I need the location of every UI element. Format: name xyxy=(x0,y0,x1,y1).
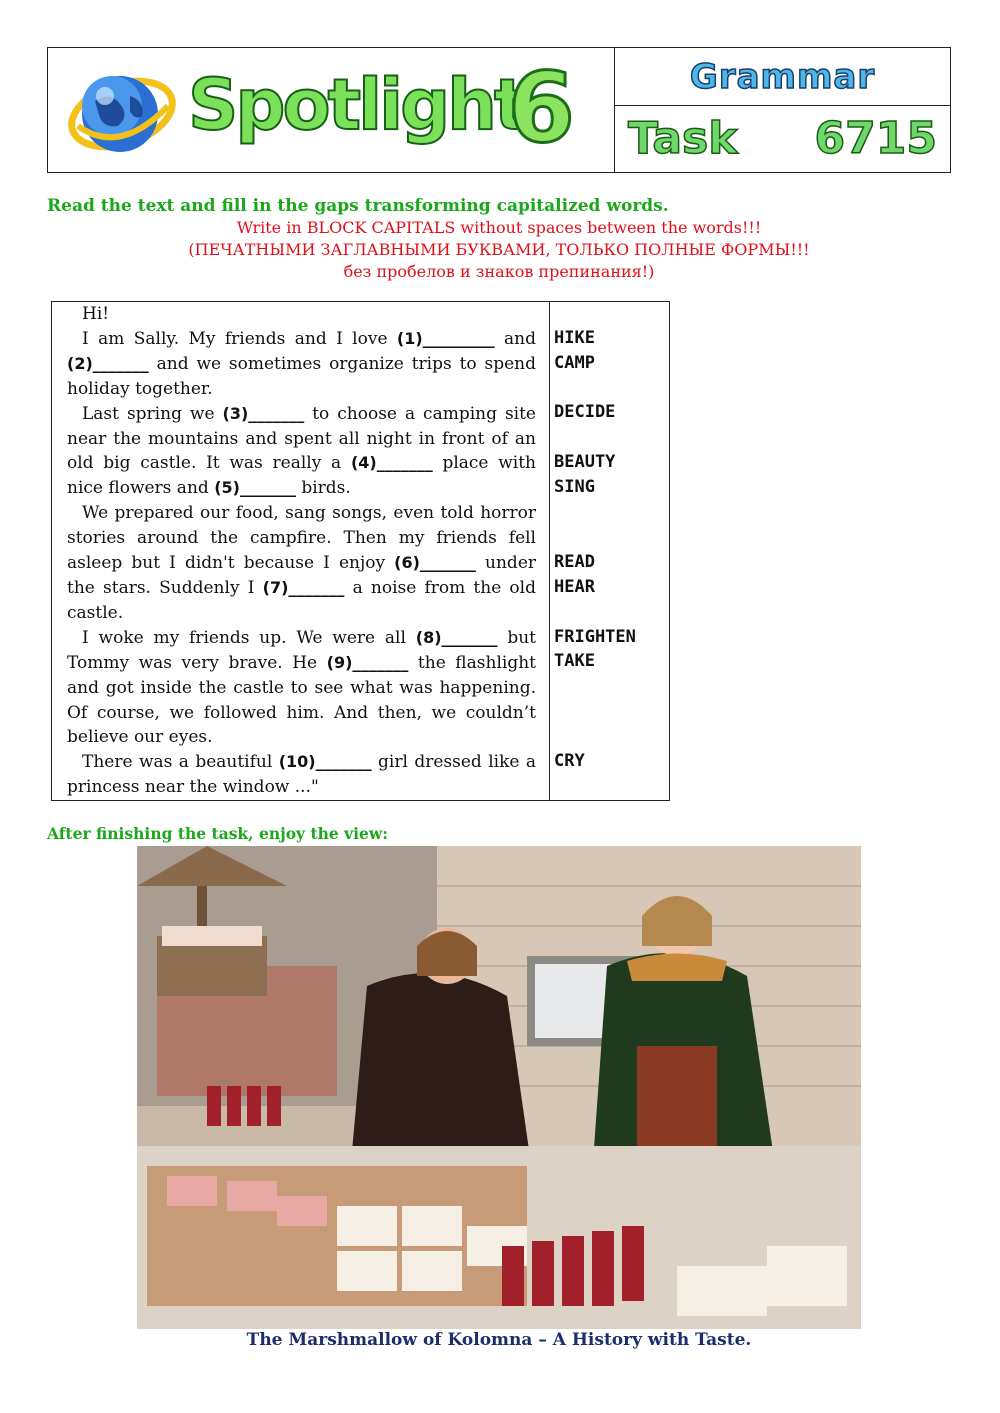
grammar-label: Grammar xyxy=(689,56,876,97)
task-number: 6715 xyxy=(814,113,937,164)
keyword-frighten: FRIGHTEN xyxy=(554,627,636,647)
paragraph-3: We prepared our food, sang songs, even told horror stories around the campfire. Then my friends fell asleep but I didn't because I enjoy (6)_______ under the stars. Suddenly I (7)_______ a noise from the old castle. xyxy=(67,503,536,623)
instruction-line-1: Write in BLOCK CAPITALS without spaces between the words!!! xyxy=(236,218,762,237)
column-divider xyxy=(549,302,550,800)
logo-cell xyxy=(48,48,615,172)
exercise-text xyxy=(67,302,536,800)
gap-6[interactable]: (6)_______ xyxy=(394,553,476,573)
keyword-camp: CAMP xyxy=(554,353,595,373)
paragraph-4: I woke my friends up. We were all (8)_______ but Tommy was very brave. He (9)_______ the flashlight and got inside the castle to see what was happening. Of course, we followed him. And then, we couldn’t believe our eyes. xyxy=(67,627,536,748)
logo-word: Spotlight xyxy=(188,64,525,146)
grammar-cell xyxy=(614,48,951,106)
keyword-read: READ xyxy=(554,552,595,572)
gap-10[interactable]: (10)_______ xyxy=(278,752,372,772)
keyword-hear: HEAR xyxy=(554,577,595,597)
gap-7[interactable]: (7)_______ xyxy=(262,577,345,597)
header-box xyxy=(47,47,951,173)
keyword-beauty: BEAUTY xyxy=(554,452,616,472)
keyword-take: TAKE xyxy=(554,651,595,671)
keyword-decide: DECIDE xyxy=(554,402,616,422)
gap-1[interactable]: (1)_________ xyxy=(396,328,495,348)
paragraph-1: I am Sally. My friends and I love (1)_________ and (2)_______ and we sometimes organize trips to spend holiday together. xyxy=(67,328,536,399)
paragraph-2: Last spring we (3)_______ to choose a camping site near the mountains and spent all night in front of an old big castle. It was really a (4)_______ place with nice flowers and (5)_______ birds. xyxy=(67,403,536,499)
gap-5[interactable]: (5)_______ xyxy=(214,478,296,498)
marshmallow-stall-photo xyxy=(137,846,861,1329)
gap-9[interactable]: (9)_______ xyxy=(326,652,409,672)
exercise-table xyxy=(51,301,670,801)
keyword-cry: CRY xyxy=(554,751,585,771)
gap-4[interactable]: (4)_______ xyxy=(350,453,433,473)
instruction-line-3: без пробелов и знаков препинания!) xyxy=(343,262,655,281)
gap-3[interactable]: (3)_______ xyxy=(222,403,305,423)
after-text: After finishing the task, enjoy the view: xyxy=(47,824,388,843)
instruction-line-2: (ПЕЧАТНЫМИ ЗАГЛАВНЫМИ БУКВАМИ, ТОЛЬКО ПОЛНЫЕ ФОРМЫ!!! xyxy=(188,240,810,259)
globe-icon xyxy=(60,66,180,161)
keyword-sing: SING xyxy=(554,477,595,497)
paragraph-5: There was a beautiful (10)_______ girl dressed like a princess near the window ..." xyxy=(67,752,536,798)
gap-8[interactable]: (8)_______ xyxy=(415,627,498,647)
task-cell xyxy=(614,105,951,172)
greeting: Hi! xyxy=(82,304,110,324)
gap-2[interactable]: (2)_______ xyxy=(67,353,149,373)
instruction-main: Read the text and fill in the gaps transforming capitalized words. xyxy=(47,196,669,216)
keyword-hike: HIKE xyxy=(554,328,595,348)
photo-caption: The Marshmallow of Kolomna – A History with Taste. xyxy=(246,1330,752,1350)
task-label: Task xyxy=(628,113,738,164)
logo-number: 6 xyxy=(508,52,575,164)
